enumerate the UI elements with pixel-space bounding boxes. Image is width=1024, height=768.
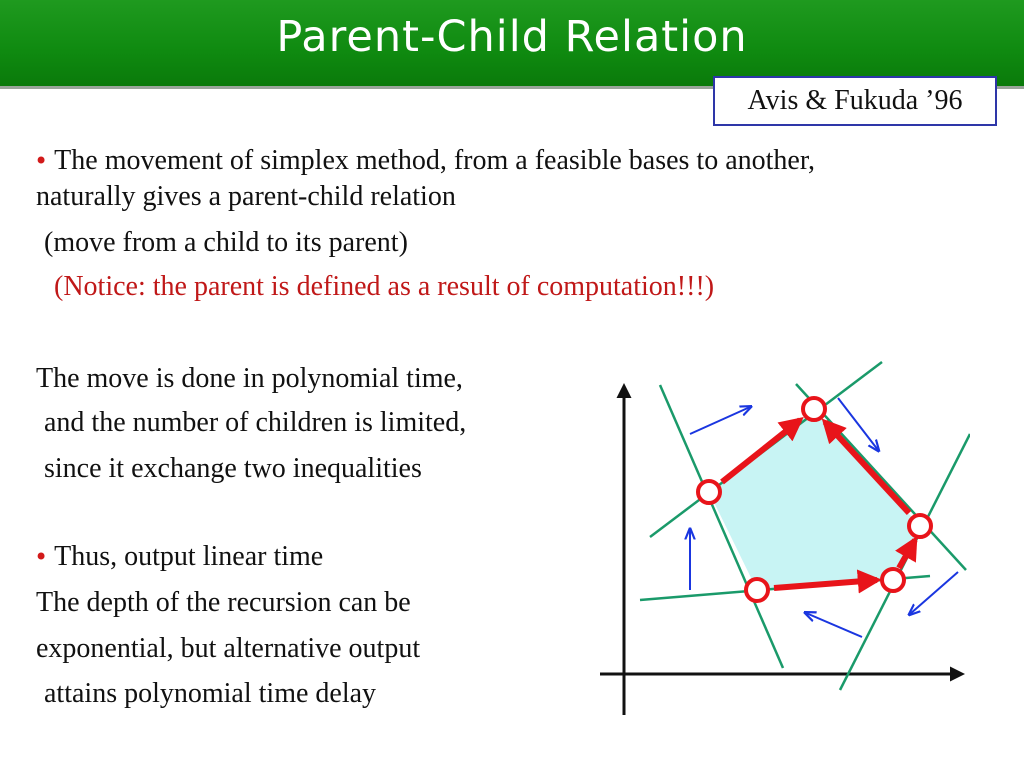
paragraph-3-line-4: attains polynomial time delay xyxy=(44,678,377,709)
paragraph-2-line-2: and the number of children is limited, xyxy=(44,407,467,438)
vertex-node xyxy=(909,515,931,537)
pivot-arrow xyxy=(690,407,750,434)
bullet-icon: • xyxy=(34,147,49,175)
polytope-diagram xyxy=(590,355,970,725)
paragraph-1-line-2: naturally gives a parent-child relation xyxy=(36,181,456,212)
citation-box: Avis & Fukuda ’96 xyxy=(713,76,997,126)
paragraph-1-line-1 xyxy=(34,144,815,178)
paragraph-3-text-1: Thus, output linear time xyxy=(54,541,324,572)
slide-title: Parent-Child Relation xyxy=(276,12,748,62)
vertex-node xyxy=(803,398,825,420)
vertex-node xyxy=(698,481,720,503)
paragraph-3-line-3: exponential, but alternative output xyxy=(36,633,421,664)
paragraph-3-line-2: The depth of the recursion can be xyxy=(36,587,411,618)
pivot-arrow xyxy=(806,613,862,637)
paragraph-3-line-1 xyxy=(34,540,323,574)
paragraph-1-line-3: (move from a child to its parent) xyxy=(44,227,408,258)
paragraph-2-line-1: The move is done in polynomial time, xyxy=(36,363,463,394)
bullet-icon: • xyxy=(34,543,49,571)
paragraph-2-line-3: since it exchange two inequalities xyxy=(44,453,422,484)
paragraph-1-text-1: The movement of simplex method, from a feasible bases to another, xyxy=(54,145,816,176)
feasible-region xyxy=(709,409,920,590)
vertex-node xyxy=(746,579,768,601)
vertex-node xyxy=(882,569,904,591)
notice-line: (Notice: the parent is defined as a result of computation!!!) xyxy=(54,271,715,302)
